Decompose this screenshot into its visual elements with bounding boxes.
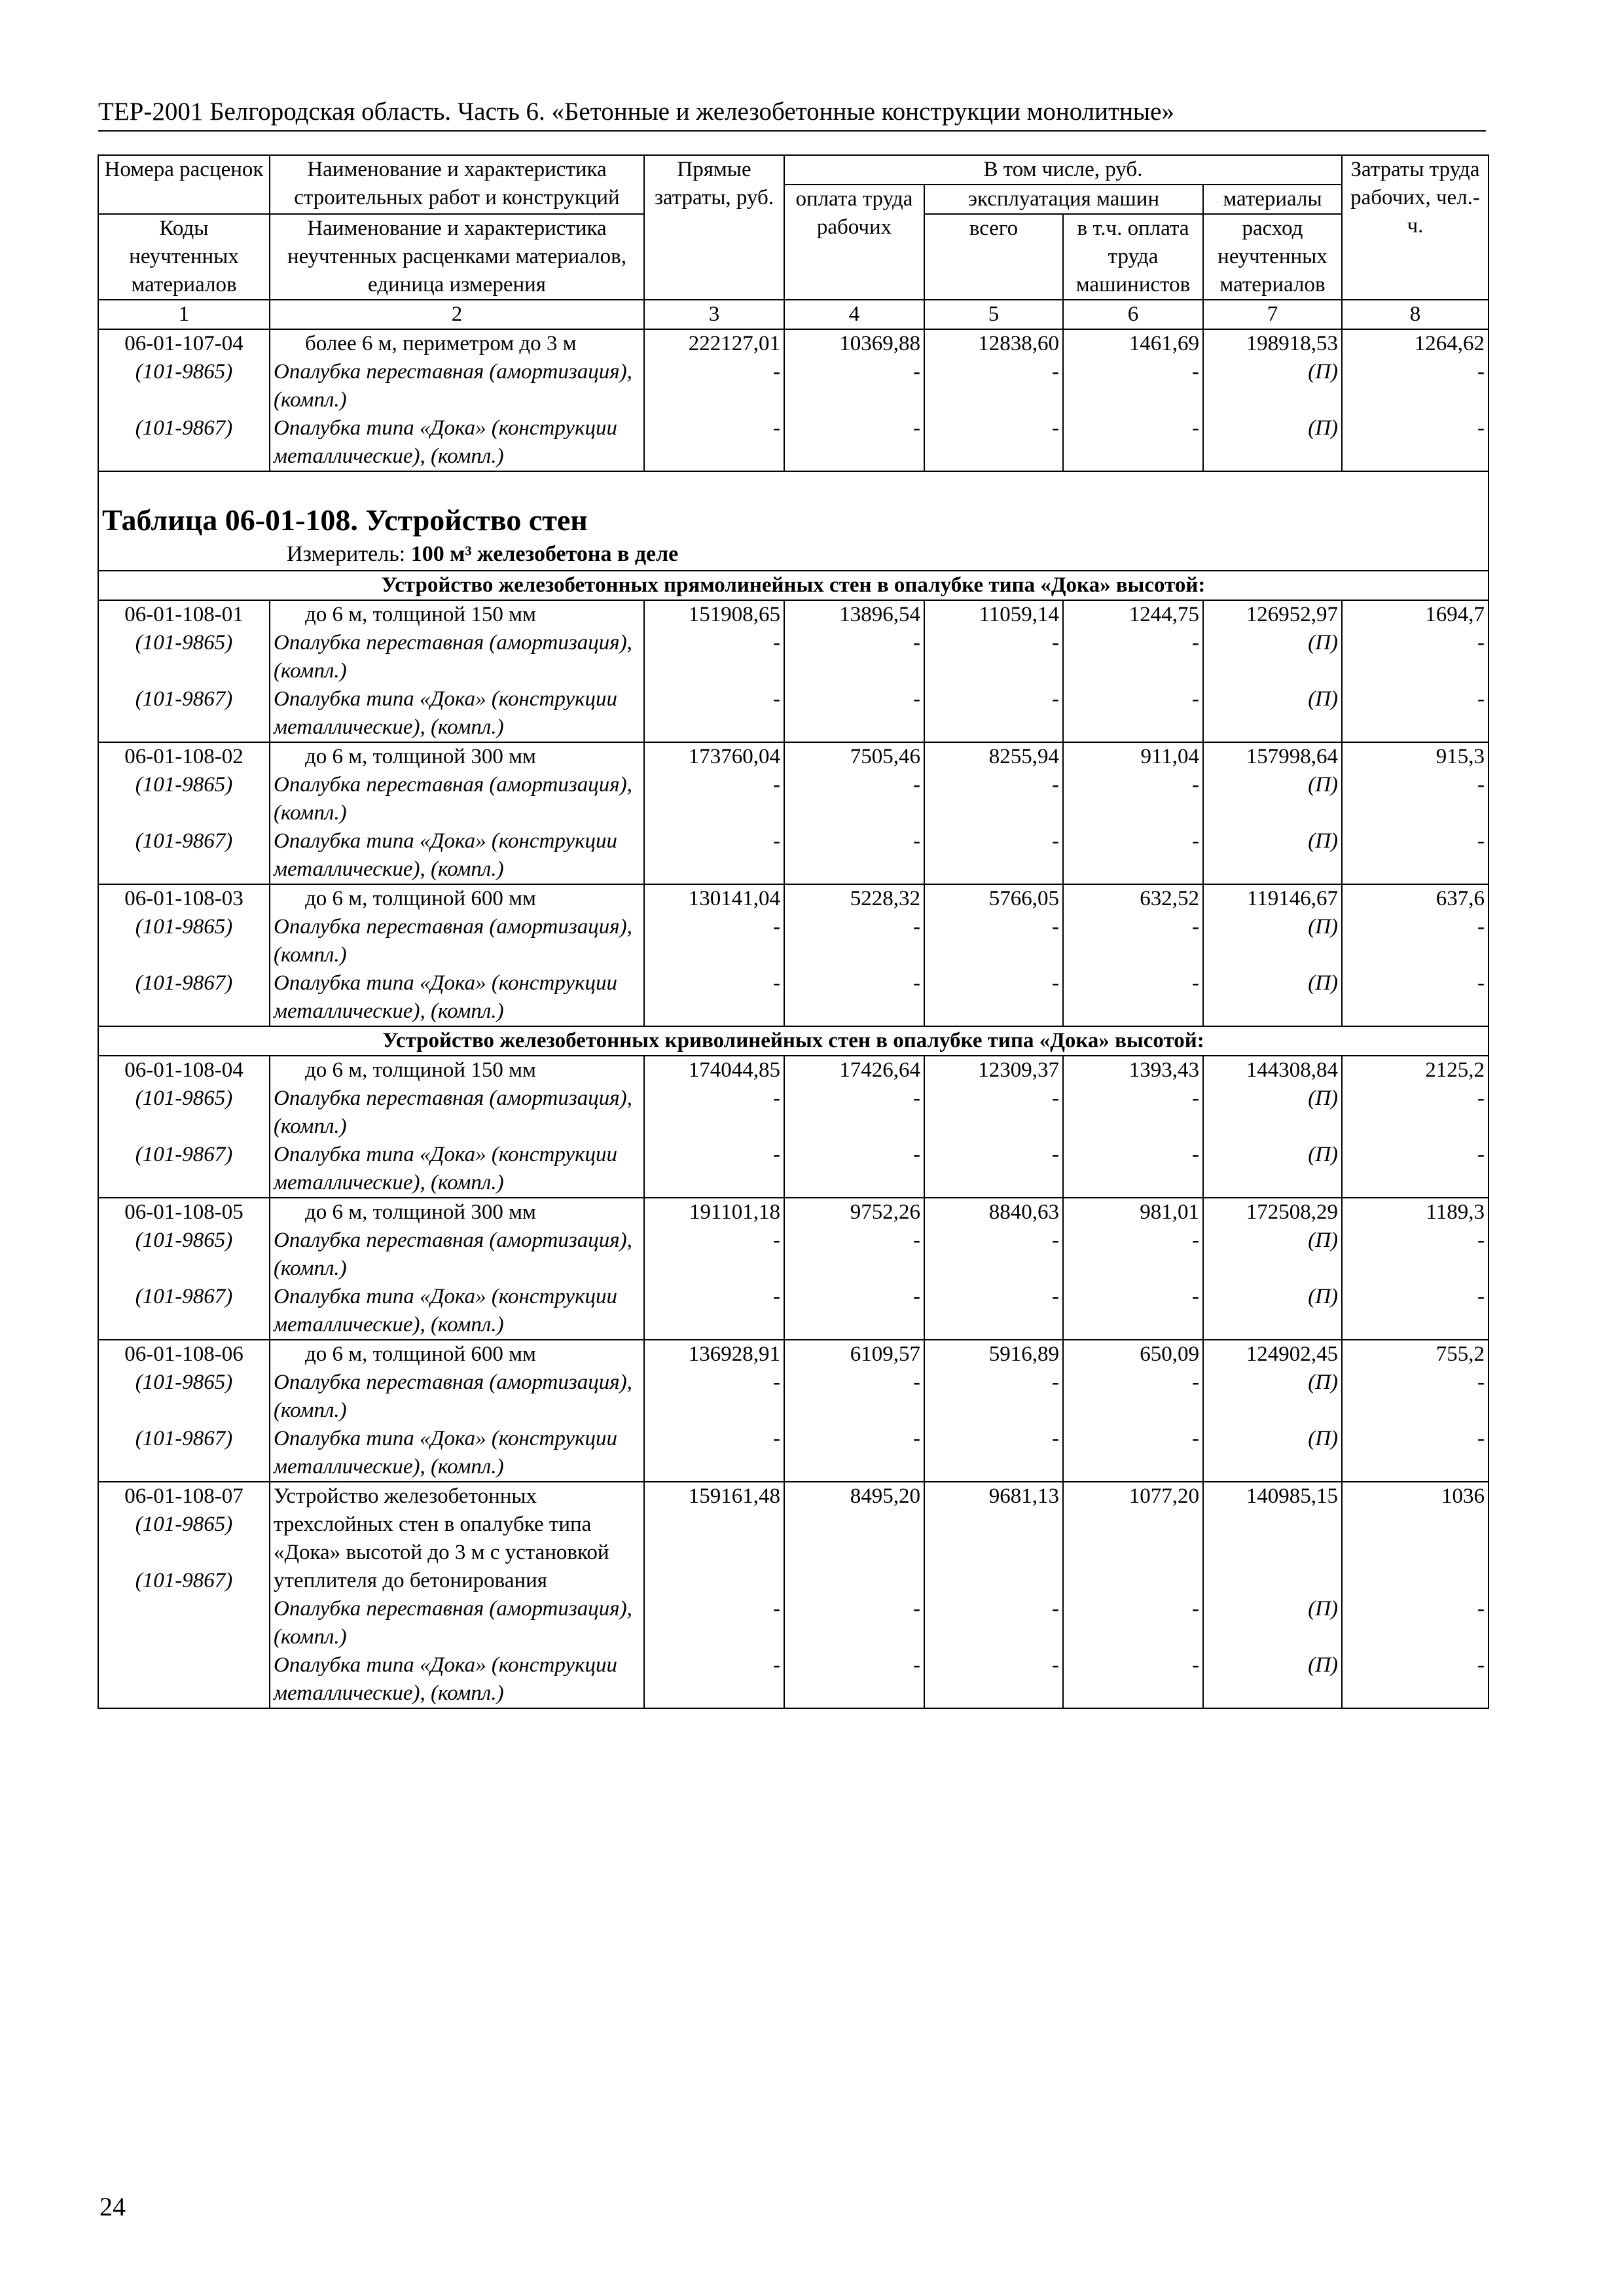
col7-header: расход неучтенных материалов <box>1203 214 1342 300</box>
rate-code: 06-01-108-03 <box>124 887 244 910</box>
rate-value: 173760,04 <box>688 745 780 768</box>
col4-header: оплата труда рабочих <box>784 185 924 300</box>
material-code: (101-9865) <box>135 1086 233 1110</box>
rate-value: 632,52 <box>1140 887 1199 910</box>
material-mark: - <box>913 1597 920 1621</box>
rate-value-cell <box>924 1340 1063 1482</box>
rate-code: 06-01-108-07 <box>124 1484 244 1508</box>
material-mark: - <box>913 360 920 384</box>
material-name: Опалубка типа «Дока» (конструкции металлические), (компл.) <box>274 1285 618 1336</box>
rate-value: 12838,60 <box>978 332 1059 355</box>
material-name: Опалубка типа «Дока» (конструкции металлические), (компл.) <box>274 971 618 1023</box>
material-mark: - <box>1192 1427 1199 1450</box>
rate-value-cell <box>644 884 784 1026</box>
rate-value: 124902,45 <box>1246 1342 1339 1366</box>
material-mark: - <box>1052 631 1059 655</box>
material-mark: (П) <box>1308 631 1339 655</box>
material-mark: - <box>773 416 780 440</box>
rate-value: 1694,7 <box>1425 603 1485 626</box>
rate-value-cell <box>1203 600 1342 742</box>
rate-value: 119146,67 <box>1246 887 1339 910</box>
material-code: (101-9865) <box>135 1229 233 1252</box>
rate-value-cell <box>644 600 784 742</box>
material-mark: - <box>1052 1653 1059 1677</box>
rate-code-cell <box>98 600 270 742</box>
material-mark: (П) <box>1308 1143 1339 1166</box>
rate-value-cell <box>644 1056 784 1198</box>
rate-value: 130141,04 <box>688 887 780 910</box>
rate-value-cell <box>644 329 784 471</box>
material-mark: (П) <box>1308 687 1339 711</box>
rate-value-cell <box>784 1340 924 1482</box>
rate-code-cell <box>98 329 270 471</box>
rate-value-cell <box>644 1340 784 1482</box>
material-mark: - <box>773 1285 780 1308</box>
material-name: Опалубка переставная (амортизация), (компл.) <box>274 1229 632 1280</box>
material-mark: - <box>1192 829 1199 853</box>
material-mark: - <box>1192 1597 1199 1621</box>
material-mark: - <box>1052 1371 1059 1394</box>
material-mark: (П) <box>1308 1229 1339 1252</box>
material-name: Опалубка типа «Дока» (конструкции металлические), (компл.) <box>274 1427 618 1479</box>
rate-value: 13896,54 <box>839 603 920 626</box>
material-name: Опалубка переставная (амортизация), (компл.) <box>274 1371 632 1422</box>
rate-value-cell <box>644 1482 784 1708</box>
rate-value-cell <box>1203 1482 1342 1708</box>
rate-row <box>98 742 1489 884</box>
material-mark: - <box>1192 1229 1199 1252</box>
rate-value: 1077,20 <box>1128 1484 1199 1508</box>
rate-value: 8495,20 <box>850 1484 920 1508</box>
rate-value-cell <box>784 329 924 471</box>
material-mark: - <box>1192 915 1199 939</box>
table-title: Таблица 06-01-108. Устройство стен <box>102 503 588 537</box>
material-mark: - <box>1052 1143 1059 1166</box>
rate-name-cell <box>270 600 644 742</box>
material-mark: - <box>1192 1371 1199 1394</box>
material-mark: (П) <box>1308 1086 1339 1110</box>
material-code: (101-9867) <box>135 1427 233 1450</box>
page-header: ТЕР-2001 Белгородская область. Часть 6. «Бетонные и железобетонные конструкции монолитные» <box>98 97 1486 132</box>
rate-value-cell <box>1342 329 1489 471</box>
material-mark: - <box>913 1427 920 1450</box>
material-mark: - <box>1052 1229 1059 1252</box>
material-code: (101-9867) <box>135 1285 233 1308</box>
material-mark: - <box>913 971 920 995</box>
material-name: Опалубка переставная (амортизация), (компл.) <box>274 773 632 825</box>
rate-code-cell <box>98 1198 270 1340</box>
material-mark: - <box>913 631 920 655</box>
rate-value-cell <box>784 1056 924 1198</box>
material-mark: - <box>1477 773 1485 797</box>
rate-value-cell <box>1203 1198 1342 1340</box>
material-name: Опалубка типа «Дока» (конструкции металлические), (компл.) <box>274 416 618 468</box>
material-mark: - <box>1477 360 1485 384</box>
rate-row <box>98 1198 1489 1340</box>
col5-header: всего <box>924 214 1063 300</box>
material-mark: (П) <box>1308 1427 1339 1450</box>
rate-value: 911,04 <box>1140 745 1199 768</box>
rate-value-cell <box>924 1482 1063 1708</box>
rate-value: 11059,14 <box>979 603 1059 626</box>
material-mark: - <box>1052 1597 1059 1621</box>
rate-code-cell <box>98 1482 270 1708</box>
material-mark: - <box>1192 971 1199 995</box>
material-mark: - <box>1052 416 1059 440</box>
rate-value: 6109,57 <box>850 1342 920 1366</box>
material-mark: - <box>773 687 780 711</box>
material-mark: - <box>1052 971 1059 995</box>
machines-header: эксплуатация машин <box>924 185 1203 214</box>
rate-value-cell <box>644 742 784 884</box>
material-mark: - <box>1477 1285 1485 1308</box>
rate-value: 126952,97 <box>1246 603 1339 626</box>
rate-value: 637,6 <box>1435 887 1485 910</box>
rates-table <box>98 154 1489 1709</box>
col2-header-bottom: Наименование и характеристика неучтенных расценками материалов, единица измерения <box>270 214 644 300</box>
rate-value-cell <box>1063 1056 1203 1198</box>
rate-value: 140985,15 <box>1246 1484 1339 1508</box>
material-mark: - <box>1052 1285 1059 1308</box>
material-code: (101-9865) <box>135 631 233 655</box>
material-mark: - <box>773 773 780 797</box>
rate-code: 06-01-108-01 <box>124 603 244 626</box>
rate-value-cell <box>784 1482 924 1708</box>
material-mark: - <box>1052 773 1059 797</box>
material-name: Опалубка переставная (амортизация), (компл.) <box>274 915 632 967</box>
rate-value-cell <box>924 1056 1063 1198</box>
rate-name: до 6 м, толщиной 600 мм <box>305 1342 536 1366</box>
rate-value-cell <box>1063 884 1203 1026</box>
rate-name-cell <box>270 742 644 884</box>
rate-value: 1393,43 <box>1128 1058 1199 1082</box>
rate-value-cell <box>924 884 1063 1026</box>
section-title: Устройство железобетонных прямолинейных стен в опалубке типа «Дока» высотой: <box>98 571 1489 600</box>
rate-row <box>98 1056 1489 1198</box>
material-mark: (П) <box>1308 773 1339 797</box>
material-mark: - <box>913 773 920 797</box>
rate-value-cell <box>1203 742 1342 884</box>
rate-row <box>98 1340 1489 1482</box>
section-title: Устройство железобетонных криволинейных стен в опалубке типа «Дока» высотой: <box>98 1026 1489 1056</box>
page-number: 24 <box>99 2192 126 2221</box>
rate-row <box>98 884 1489 1026</box>
rate-value-cell <box>1063 1482 1203 1708</box>
material-mark: - <box>1192 360 1199 384</box>
rate-value: 1244,75 <box>1128 603 1199 626</box>
rate-value-cell <box>1203 1056 1342 1198</box>
rate-value-cell <box>1203 1340 1342 1482</box>
measure-value: 100 м³ железобетона в деле <box>410 542 679 566</box>
material-name: Опалубка типа «Дока» (конструкции металлические), (компл.) <box>274 1653 618 1705</box>
rate-value-cell <box>1063 742 1203 884</box>
material-mark: - <box>773 971 780 995</box>
material-mark: - <box>913 1143 920 1166</box>
material-mark: - <box>1477 971 1485 995</box>
rate-value: 17426,64 <box>839 1058 920 1082</box>
rate-value-cell <box>784 742 924 884</box>
material-mark: - <box>1052 829 1059 853</box>
material-mark: - <box>1052 1086 1059 1110</box>
rate-value: 9681,13 <box>988 1484 1059 1508</box>
rate-value: 8840,63 <box>988 1200 1059 1224</box>
rate-value-cell <box>1063 600 1203 742</box>
table-title-cell <box>98 471 1489 571</box>
material-mark: - <box>1477 631 1485 655</box>
rate-code: 06-01-108-02 <box>124 745 244 768</box>
rate-row <box>98 329 1489 471</box>
col-number: 3 <box>644 300 784 329</box>
material-mark: - <box>1477 1597 1485 1621</box>
material-code: (101-9865) <box>135 360 233 384</box>
col-number: 5 <box>924 300 1063 329</box>
rate-name-cell <box>270 1198 644 1340</box>
material-mark: - <box>773 1653 780 1677</box>
rate-name: более 6 м, периметром до 3 м <box>305 332 577 355</box>
material-mark: - <box>773 1371 780 1394</box>
material-mark: - <box>1192 1086 1199 1110</box>
material-mark: - <box>1477 1653 1485 1677</box>
material-code: (101-9865) <box>135 1513 233 1536</box>
material-mark: - <box>1052 687 1059 711</box>
rate-code: 06-01-108-06 <box>124 1342 244 1366</box>
rate-value: 2125,2 <box>1425 1058 1485 1082</box>
material-mark: - <box>1192 1285 1199 1308</box>
rate-value-cell <box>1342 1482 1489 1708</box>
rate-value-cell <box>924 742 1063 884</box>
rate-code: 06-01-108-04 <box>124 1058 244 1082</box>
material-mark: - <box>773 631 780 655</box>
material-mark: (П) <box>1308 829 1339 853</box>
material-mark: - <box>913 1371 920 1394</box>
material-mark: - <box>773 1427 780 1450</box>
material-mark: (П) <box>1308 971 1339 995</box>
rate-value: 191101,18 <box>689 1200 780 1224</box>
rate-value: 5916,89 <box>988 1342 1059 1366</box>
rate-value: 1036 <box>1441 1484 1485 1508</box>
rate-value: 174044,85 <box>688 1058 780 1082</box>
rate-value: 915,3 <box>1435 745 1485 768</box>
material-mark: - <box>913 687 920 711</box>
material-name: Опалубка типа «Дока» (конструкции металлические), (компл.) <box>274 829 618 881</box>
rate-code-cell <box>98 1056 270 1198</box>
rate-code-cell <box>98 884 270 1026</box>
col-number: 8 <box>1342 300 1489 329</box>
material-mark: - <box>1477 1229 1485 1252</box>
material-mark: - <box>1477 687 1485 711</box>
rate-code-cell <box>98 742 270 884</box>
rate-value-cell <box>924 600 1063 742</box>
rate-value-cell <box>1342 742 1489 884</box>
material-mark: - <box>773 829 780 853</box>
group-header: В том числе, руб. <box>784 155 1342 185</box>
material-mark: - <box>913 416 920 440</box>
rate-value: 8255,94 <box>988 745 1059 768</box>
rate-value: 151908,65 <box>688 603 780 626</box>
rate-value: 755,2 <box>1435 1342 1485 1366</box>
material-name: Опалубка переставная (амортизация), (компл.) <box>274 1597 632 1649</box>
rate-value-cell <box>644 1198 784 1340</box>
material-mark: - <box>913 1653 920 1677</box>
material-mark: - <box>1477 829 1485 853</box>
col8-header: Затраты труда рабочих, чел.-ч. <box>1342 155 1489 300</box>
material-mark: - <box>1477 915 1485 939</box>
material-name: Опалубка переставная (амортизация), (компл.) <box>274 360 632 412</box>
material-mark: (П) <box>1308 1371 1339 1394</box>
rate-row <box>98 1482 1489 1708</box>
rate-value-cell <box>1203 884 1342 1026</box>
rate-value-cell <box>1063 329 1203 471</box>
rate-value: 7505,46 <box>850 745 920 768</box>
rate-code: 06-01-107-04 <box>124 332 244 355</box>
material-mark: - <box>913 1086 920 1110</box>
rate-value: 10369,88 <box>839 332 920 355</box>
material-code: (101-9867) <box>135 416 233 440</box>
rate-name: до 6 м, толщиной 150 мм <box>305 1058 536 1082</box>
section-row <box>98 1026 1489 1056</box>
rate-value: 1461,69 <box>1128 332 1199 355</box>
rate-name: до 6 м, толщиной 150 мм <box>305 603 536 626</box>
material-mark: - <box>1192 631 1199 655</box>
material-mark: - <box>913 829 920 853</box>
material-mark: - <box>1052 360 1059 384</box>
material-code: (101-9865) <box>135 773 233 797</box>
material-name: Опалубка переставная (амортизация), (компл.) <box>274 631 632 683</box>
col-number: 7 <box>1203 300 1342 329</box>
rate-value: 981,01 <box>1140 1200 1199 1224</box>
material-mark: - <box>1052 1427 1059 1450</box>
rate-value: 159161,48 <box>688 1484 780 1508</box>
col-number: 2 <box>270 300 644 329</box>
material-mark: - <box>1192 416 1199 440</box>
rate-name-cell <box>270 1056 644 1198</box>
rate-value-cell <box>924 329 1063 471</box>
col6-header: в т.ч. оплата труда машинистов <box>1063 214 1203 300</box>
rate-value: 5766,05 <box>988 887 1059 910</box>
rate-value-cell <box>1063 1340 1203 1482</box>
material-name: Опалубка типа «Дока» (конструкции металлические), (компл.) <box>274 687 618 739</box>
material-mark: - <box>1477 416 1485 440</box>
section-row <box>98 571 1489 600</box>
rate-value: 136928,91 <box>688 1342 780 1366</box>
material-mark: (П) <box>1308 416 1339 440</box>
material-mark: - <box>773 1143 780 1166</box>
material-mark: - <box>773 1229 780 1252</box>
material-mark: - <box>773 915 780 939</box>
rate-name-cell <box>270 1482 644 1708</box>
material-name: Опалубка переставная (амортизация), (компл.) <box>274 1086 632 1138</box>
material-mark: - <box>913 1229 920 1252</box>
rate-value: 172508,29 <box>1246 1200 1339 1224</box>
rate-value: 9752,26 <box>850 1200 920 1224</box>
material-mark: - <box>913 915 920 939</box>
rate-name-cell <box>270 329 644 471</box>
material-name: Опалубка типа «Дока» (конструкции металлические), (компл.) <box>274 1143 618 1194</box>
material-mark: - <box>1192 773 1199 797</box>
material-mark: - <box>1477 1427 1485 1450</box>
rate-value: 198918,53 <box>1246 332 1339 355</box>
rate-name: до 6 м, толщиной 300 мм <box>305 1200 536 1224</box>
rate-name: до 6 м, толщиной 600 мм <box>305 887 536 910</box>
rate-value-cell <box>1342 1198 1489 1340</box>
col3-header: Прямые затраты, руб. <box>644 155 784 300</box>
rate-value-cell <box>1342 884 1489 1026</box>
rate-value: 1189,3 <box>1426 1200 1485 1224</box>
material-mark: - <box>1052 915 1059 939</box>
rate-value: 144308,84 <box>1246 1058 1339 1082</box>
rate-name-cell <box>270 884 644 1026</box>
rate-value: 1264,62 <box>1414 332 1485 355</box>
rate-value-cell <box>1203 329 1342 471</box>
col1-header-top: Номера расценок <box>98 155 270 214</box>
rate-value-cell <box>1342 600 1489 742</box>
material-mark: - <box>1192 1653 1199 1677</box>
material-code: (101-9865) <box>135 1371 233 1394</box>
col2-header-top: Наименование и характеристика строительных работ и конструкций <box>270 155 644 214</box>
material-mark: (П) <box>1308 1285 1339 1308</box>
materials-header: материалы <box>1203 185 1342 214</box>
material-mark: - <box>913 1285 920 1308</box>
material-mark: - <box>1477 1371 1485 1394</box>
rate-value-cell <box>784 600 924 742</box>
material-mark: - <box>1477 1143 1485 1166</box>
rate-code-cell <box>98 1340 270 1482</box>
material-mark: - <box>1477 1086 1485 1110</box>
rate-row <box>98 600 1489 742</box>
rate-value: 222127,01 <box>688 332 780 355</box>
col1-header-bottom: Коды неучтенных материалов <box>98 214 270 300</box>
rate-value: 157998,64 <box>1246 745 1339 768</box>
material-mark: - <box>773 1086 780 1110</box>
col-number: 6 <box>1063 300 1203 329</box>
material-mark: - <box>773 360 780 384</box>
rate-value: 12309,37 <box>978 1058 1059 1082</box>
rate-value-cell <box>784 884 924 1026</box>
rate-name-cell <box>270 1340 644 1482</box>
material-mark: - <box>1192 1143 1199 1166</box>
measure <box>102 539 1485 570</box>
rate-value-cell <box>784 1198 924 1340</box>
rate-value-cell <box>1342 1340 1489 1482</box>
material-mark: (П) <box>1308 1653 1339 1677</box>
rate-value-cell <box>1342 1056 1489 1198</box>
rate-code: 06-01-108-05 <box>124 1200 244 1224</box>
material-code: (101-9867) <box>135 829 233 853</box>
material-code: (101-9865) <box>135 915 233 939</box>
material-code: (101-9867) <box>135 971 233 995</box>
material-mark: (П) <box>1308 1597 1339 1621</box>
material-mark: (П) <box>1308 915 1339 939</box>
rate-value: 5228,32 <box>850 887 920 910</box>
rate-value-cell <box>924 1198 1063 1340</box>
rate-value-cell <box>1063 1198 1203 1340</box>
material-code: (101-9867) <box>135 1143 233 1166</box>
material-code: (101-9867) <box>135 687 233 711</box>
material-mark: - <box>1192 687 1199 711</box>
table-title-row <box>98 471 1489 571</box>
rate-name: до 6 м, толщиной 300 мм <box>305 745 536 768</box>
material-mark: (П) <box>1308 360 1339 384</box>
material-mark: - <box>773 1597 780 1621</box>
measure-label: Измеритель: <box>287 542 406 566</box>
col-number: 1 <box>98 300 270 329</box>
col-number: 4 <box>784 300 924 329</box>
rate-value: 650,09 <box>1140 1342 1199 1366</box>
rate-name: Устройство железобетонных трехслойных стен в опалубке типа «Дока» высотой до 3 м с установкой утеплителя до бетонирования <box>274 1484 609 1592</box>
material-code: (101-9867) <box>135 1569 233 1592</box>
